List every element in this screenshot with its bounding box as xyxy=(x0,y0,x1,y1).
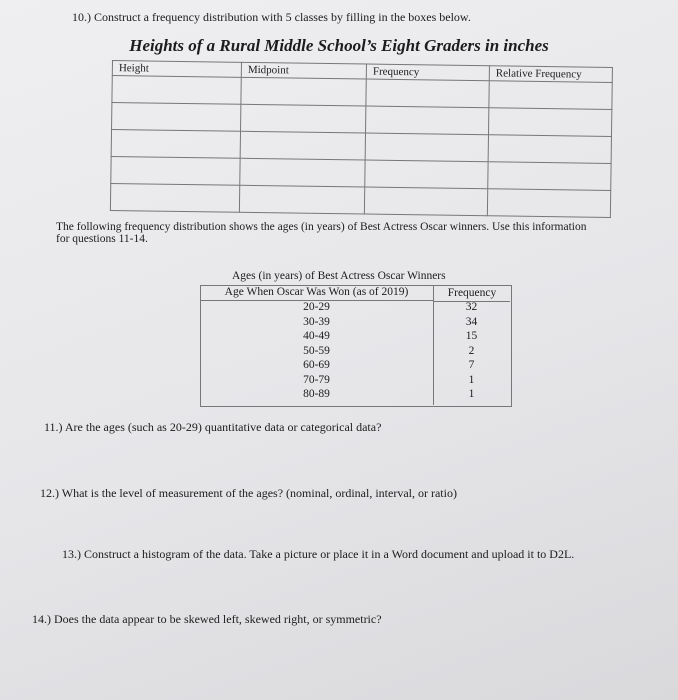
age-range: 40-49 xyxy=(303,330,330,342)
question-11: 11.) Are the ages (such as 20-29) quantitative data or categorical data? xyxy=(44,420,382,434)
frequency-value: 1 xyxy=(468,388,475,400)
height-frequency-table xyxy=(110,60,613,218)
age-range: 80-89 xyxy=(303,388,330,400)
oscar-header-age: Age When Oscar Was Won (as of 2019) xyxy=(200,285,434,301)
header-frequency: Frequency xyxy=(366,64,489,81)
frequency-value: 1 xyxy=(468,373,475,386)
header-relative-frequency: Relative Frequency xyxy=(489,66,612,83)
age-range: 30-39 xyxy=(303,315,330,328)
table-row xyxy=(200,358,510,373)
empty-cell[interactable] xyxy=(111,130,240,159)
empty-row xyxy=(110,183,610,217)
empty-cell[interactable] xyxy=(488,108,611,137)
age-range: 20-29 xyxy=(303,301,330,313)
empty-cell[interactable] xyxy=(240,131,365,160)
table-row xyxy=(200,387,510,402)
age-range: 60-69 xyxy=(303,359,330,371)
empty-cell[interactable] xyxy=(488,162,611,191)
empty-cell[interactable] xyxy=(111,156,240,185)
table-row xyxy=(200,300,510,315)
empty-cell[interactable] xyxy=(487,189,610,218)
empty-cell[interactable] xyxy=(365,133,488,162)
age-range: 70-79 xyxy=(303,373,330,386)
table-row xyxy=(200,329,510,344)
header-height: Height xyxy=(112,61,241,78)
empty-cell[interactable] xyxy=(241,77,366,106)
frequency-value: 2 xyxy=(468,344,475,357)
empty-cell[interactable] xyxy=(112,76,241,105)
oscar-table-title: Ages (in years) of Best Actress Oscar Winners xyxy=(232,270,446,282)
header-midpoint: Midpoint xyxy=(241,62,366,79)
table-row xyxy=(200,344,510,359)
age-range: 50-59 xyxy=(303,344,330,357)
empty-cell[interactable] xyxy=(240,158,365,187)
empty-cell[interactable] xyxy=(239,185,364,214)
empty-cell[interactable] xyxy=(488,135,611,164)
table-row xyxy=(200,315,510,330)
question-12: 12.) What is the level of measurement of the ages? (nominal, ordinal, interval, or ratio) xyxy=(40,486,457,500)
empty-cell[interactable] xyxy=(112,103,241,132)
intro-text: The following frequency distribution shows the ages (in years) of Best Actress Oscar winners. Use this information for questions 11-14. xyxy=(56,221,587,245)
frequency-value: 7 xyxy=(468,359,475,371)
oscar-table-body xyxy=(200,300,510,402)
question-10: 10.) Construct a frequency distribution with 5 classes by filling in the boxes below. xyxy=(72,10,471,24)
empty-cell[interactable] xyxy=(110,183,239,212)
table-row xyxy=(200,373,510,388)
empty-cell[interactable] xyxy=(366,106,489,135)
empty-cell[interactable] xyxy=(364,187,487,216)
empty-cell[interactable] xyxy=(241,104,366,133)
frequency-value: 34 xyxy=(465,315,478,328)
height-table-title: Heights of a Rural Middle School’s Eight Graders in inches xyxy=(129,36,549,55)
question-14: 14.) Does the data appear to be skewed left, skewed right, or symmetric? xyxy=(32,612,382,626)
empty-cell[interactable] xyxy=(365,160,488,189)
frequency-value: 15 xyxy=(465,330,478,342)
frequency-value: 32 xyxy=(465,301,478,313)
empty-cell[interactable] xyxy=(366,79,489,108)
question-13: 13.) Construct a histogram of the data. Take a picture or place it in a Word document and upload it to D2L. xyxy=(62,547,575,561)
oscar-header-frequency: Frequency xyxy=(434,285,510,302)
empty-cell[interactable] xyxy=(489,81,612,110)
